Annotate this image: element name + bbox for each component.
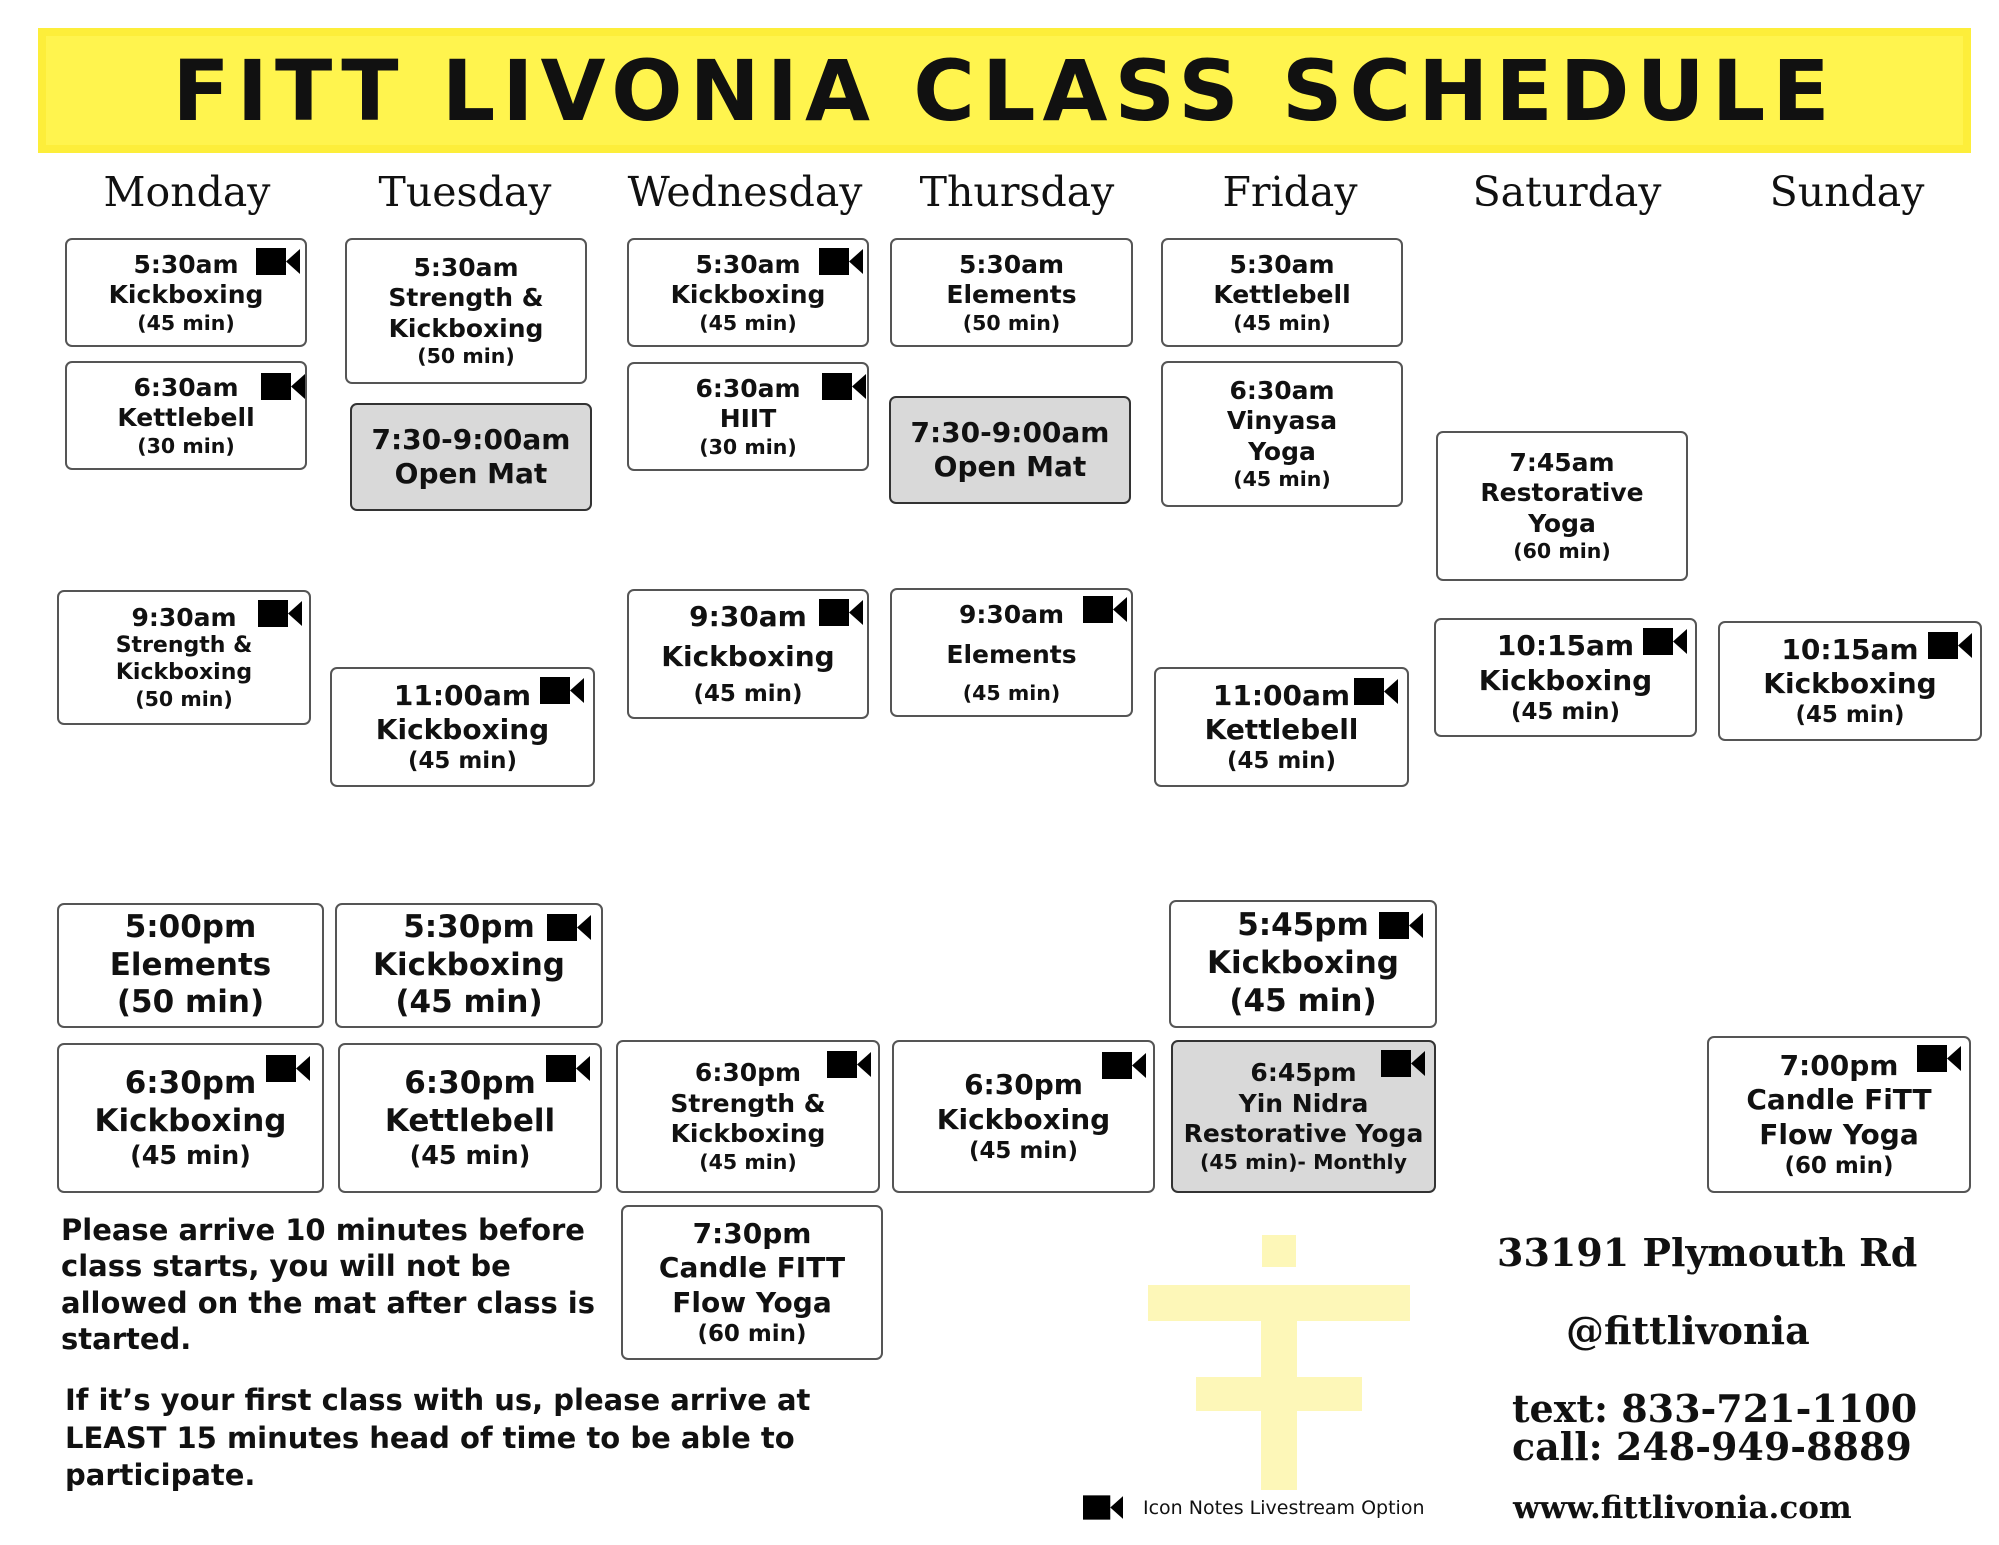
class-duration: (45 min) — [395, 984, 543, 1021]
class-card-friday-630am[interactable] — [1161, 361, 1403, 507]
class-time: 9:30am — [131, 602, 237, 632]
class-name-line2: Kickboxing — [670, 1119, 826, 1149]
video-camera-icon — [819, 599, 863, 626]
video-camera-icon — [1083, 1495, 1123, 1520]
class-card-wednesday-930am[interactable] — [627, 589, 869, 719]
class-name: Elements — [946, 280, 1077, 309]
class-name: Restorative — [1480, 478, 1644, 508]
day-header-sunday: Sunday — [1769, 168, 1925, 216]
day-header-friday: Friday — [1222, 168, 1358, 216]
video-camera-icon — [1643, 628, 1687, 655]
class-name: Kickboxing — [670, 280, 826, 309]
class-name: Candle FiTT — [1746, 1083, 1932, 1117]
video-camera-icon — [546, 1055, 590, 1082]
class-name-line2: Kickboxing — [115, 660, 253, 686]
class-name: Kickboxing — [1478, 663, 1653, 697]
class-time: 7:30-9:00am — [371, 422, 571, 456]
class-card-thursday-open-mat[interactable] — [889, 396, 1131, 504]
class-card-friday-545pm[interactable] — [1169, 900, 1437, 1028]
class-name-line2: Flow Yoga — [672, 1285, 832, 1319]
day-header-thursday: Thursday — [919, 168, 1115, 216]
day-header-tuesday: Tuesday — [378, 168, 552, 216]
class-duration: (45 min) — [693, 681, 803, 708]
class-time: 6:45pm — [1250, 1058, 1357, 1088]
class-name: Strength & — [115, 633, 253, 659]
class-name: Kettlebell — [117, 403, 255, 432]
video-camera-icon — [261, 373, 305, 400]
video-camera-icon — [258, 600, 302, 627]
class-card-friday-1100am[interactable] — [1154, 667, 1409, 787]
class-name-line2: Flow Yoga — [1759, 1117, 1919, 1151]
class-duration: (45 min) — [1233, 310, 1331, 335]
class-time: 6:30pm — [124, 1064, 257, 1101]
class-time: 5:30am — [695, 249, 801, 279]
legend-label: Icon Notes Livestream Option — [1143, 1496, 1425, 1519]
class-name-line2: Yoga — [1248, 436, 1316, 466]
class-time: 5:30am — [133, 249, 239, 279]
class-card-wednesday-630am[interactable] — [627, 362, 869, 471]
video-camera-icon — [1102, 1052, 1146, 1079]
class-time: 5:45pm — [1237, 907, 1369, 944]
class-name: Kettlebell — [1204, 713, 1359, 746]
class-duration: (50 min) — [417, 344, 515, 369]
class-card-thursday-630pm[interactable] — [892, 1040, 1155, 1193]
title-banner — [38, 28, 1971, 153]
class-time: 10:15am — [1781, 632, 1919, 666]
class-time: 11:00am — [393, 678, 532, 712]
class-name: Open Mat — [933, 450, 1087, 483]
class-time: 5:00pm — [124, 908, 257, 945]
video-camera-icon — [540, 677, 584, 704]
class-name-line2: Yoga — [1528, 508, 1596, 538]
class-time: 6:30pm — [964, 1068, 1083, 1102]
class-duration: (45 min) — [1226, 748, 1337, 775]
video-camera-icon — [547, 914, 591, 941]
class-time: 9:30am — [958, 599, 1065, 629]
video-camera-icon — [1917, 1045, 1961, 1072]
class-time: 5:30am — [413, 252, 519, 282]
class-duration: (50 min) — [116, 984, 265, 1021]
class-name: Kickboxing — [94, 1102, 287, 1139]
video-camera-icon — [1381, 1050, 1425, 1077]
video-camera-icon — [266, 1055, 310, 1082]
video-camera-icon — [822, 373, 866, 400]
class-time: 9:30am — [689, 599, 807, 633]
class-card-tuesday-open-mat[interactable] — [350, 403, 592, 511]
class-card-monday-630pm[interactable] — [57, 1043, 324, 1193]
class-name: Open Mat — [394, 457, 548, 490]
arrival-note: Please arrive 10 minutes before class starts, you will not be allowed on the mat after class is started. — [61, 1213, 596, 1356]
class-name: Kickboxing — [375, 713, 550, 746]
video-camera-icon — [1354, 678, 1398, 705]
first-class-note: If it’s your first class with us, please arrive at LEAST 15 minutes head of time to be able to participate. — [65, 1383, 811, 1493]
class-duration: (45 min) — [409, 1140, 531, 1171]
class-name: Kickboxing — [108, 280, 264, 309]
class-duration: (45 min) — [968, 1137, 1079, 1164]
page-title: FITT LIVONIA CLASS SCHEDULE — [172, 41, 1837, 140]
class-duration: (45 min) — [1510, 698, 1621, 725]
class-duration: (50 min) — [962, 310, 1061, 335]
class-duration: (45 min)- Monthly — [1200, 1149, 1407, 1174]
class-time: 10:15am — [1496, 629, 1635, 663]
class-duration: (45 min) — [137, 310, 235, 335]
class-card-monday-630am[interactable] — [65, 361, 307, 470]
class-card-sunday-700pm[interactable] — [1707, 1036, 1971, 1193]
class-card-sunday-1015am[interactable] — [1718, 621, 1982, 741]
class-time: 6:30am — [695, 373, 801, 403]
video-camera-icon — [1379, 912, 1423, 939]
class-duration: (60 min) — [697, 1320, 807, 1347]
class-time: 7:30-9:00am — [910, 415, 1110, 449]
class-duration: (45 min) — [962, 680, 1061, 705]
class-card-tuesday-530am[interactable] — [345, 238, 587, 384]
class-duration: (45 min) — [1229, 982, 1377, 1019]
class-time: 6:30am — [1229, 375, 1335, 405]
class-card-wednesday-730pm[interactable] — [621, 1205, 883, 1360]
instagram-handle[interactable]: @fittlivonia — [1566, 1308, 1810, 1353]
class-card-saturday-1015am[interactable] — [1434, 618, 1697, 737]
class-name: Kickboxing — [1763, 667, 1937, 700]
class-name: Yin Nidra — [1238, 1088, 1369, 1118]
class-time: 11:00am — [1212, 678, 1351, 712]
class-name: Kickboxing — [1206, 945, 1399, 982]
class-name-line2: Kickboxing — [388, 313, 544, 343]
class-name: HIIT — [719, 404, 777, 433]
class-time: 7:30pm — [692, 1217, 812, 1251]
class-time: 5:30pm — [403, 908, 535, 945]
class-time: 7:00pm — [1779, 1049, 1899, 1083]
class-duration: (45 min) — [407, 748, 518, 775]
website-link[interactable]: www.fittlivonia.com — [1513, 1490, 1852, 1526]
class-name-line2: Restorative Yoga — [1183, 1119, 1424, 1149]
class-time: 5:30am — [958, 249, 1065, 279]
video-camera-icon — [819, 248, 863, 275]
class-card-saturday-745am[interactable] — [1436, 431, 1688, 581]
class-time: 7:45am — [1509, 447, 1615, 477]
class-name: Kettlebell — [1213, 280, 1351, 309]
class-duration: (30 min) — [137, 433, 235, 458]
class-duration: (45 min) — [1233, 467, 1331, 492]
day-header-wednesday: Wednesday — [627, 168, 863, 216]
class-duration: (45 min) — [699, 1149, 797, 1174]
class-name: Kickboxing — [661, 640, 835, 673]
text-phone[interactable]: text: 833-721-1100 — [1512, 1386, 1918, 1431]
video-camera-icon — [827, 1051, 871, 1078]
class-time: 5:30am — [1229, 249, 1335, 279]
class-card-thursday-930am[interactable] — [890, 588, 1133, 717]
class-card-monday-930am[interactable] — [57, 590, 311, 725]
class-name: Kickboxing — [372, 946, 565, 983]
class-card-monday-530am[interactable] — [65, 238, 307, 347]
class-card-monday-500pm[interactable] — [57, 903, 324, 1028]
class-card-tuesday-630pm[interactable] — [338, 1043, 602, 1193]
class-duration: (60 min) — [1784, 1152, 1894, 1179]
day-header-saturday: Saturday — [1472, 168, 1662, 216]
class-name: Kickboxing — [936, 1102, 1111, 1136]
class-card-friday-530am[interactable] — [1161, 238, 1403, 347]
class-duration: (45 min) — [130, 1140, 251, 1171]
class-time: 6:30pm — [404, 1064, 536, 1101]
video-camera-icon — [256, 248, 300, 275]
video-camera-icon — [1928, 632, 1972, 659]
class-card-tuesday-530pm[interactable] — [335, 903, 603, 1028]
day-header-monday: Monday — [103, 168, 271, 216]
class-duration: (45 min) — [1795, 702, 1905, 729]
class-duration: (60 min) — [1513, 539, 1611, 564]
address: 33191 Plymouth Rd — [1497, 1230, 1918, 1275]
class-time: 6:30am — [133, 372, 239, 402]
class-duration: (30 min) — [699, 434, 797, 459]
class-name: Strength & — [670, 1088, 826, 1118]
legend — [1083, 1495, 1425, 1520]
class-time: 6:30pm — [694, 1058, 802, 1088]
fitt-logo-watermark — [1148, 1235, 1410, 1490]
class-card-friday-645pm[interactable] — [1171, 1040, 1436, 1193]
class-name: Kettlebell — [384, 1102, 556, 1139]
class-name: Elements — [946, 640, 1077, 669]
class-name: Elements — [109, 946, 272, 983]
class-card-thursday-530am[interactable] — [890, 238, 1133, 347]
class-name: Strength & — [388, 283, 544, 313]
class-card-wednesday-630pm[interactable] — [616, 1040, 880, 1193]
class-card-tuesday-1100am[interactable] — [330, 667, 595, 787]
class-duration: (45 min) — [699, 310, 797, 335]
class-card-wednesday-530am[interactable] — [627, 238, 869, 347]
class-name: Vinyasa — [1226, 406, 1338, 436]
video-camera-icon — [1083, 596, 1127, 623]
call-phone[interactable]: call: 248-949-8889 — [1512, 1424, 1912, 1469]
class-name: Candle FITT — [658, 1251, 846, 1285]
class-duration: (50 min) — [135, 687, 233, 712]
